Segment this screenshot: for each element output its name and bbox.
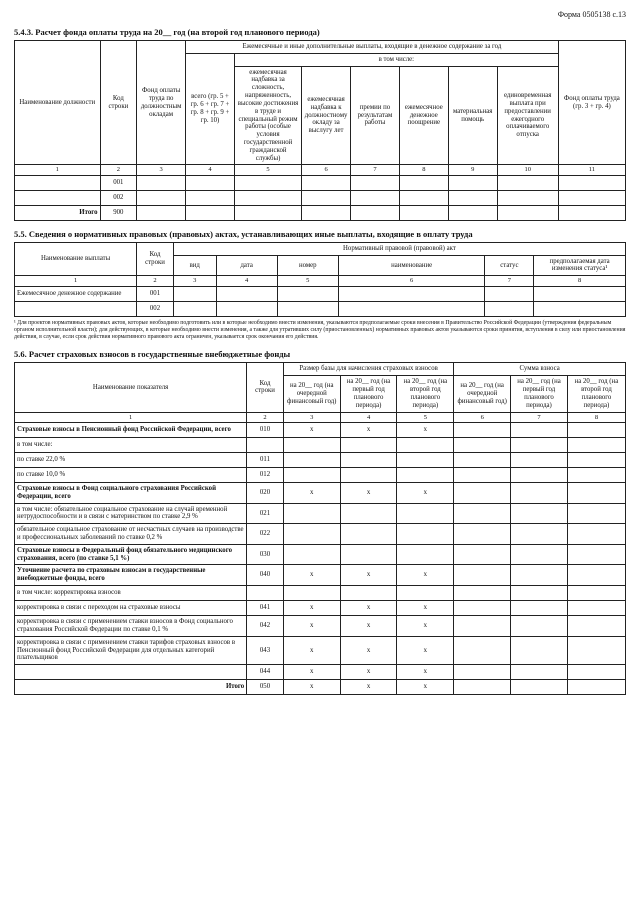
table-row [15, 503, 626, 524]
table-row [15, 665, 626, 680]
sum-cell[interactable] [454, 482, 511, 503]
table-row [15, 524, 626, 545]
col-number: 3 [173, 276, 216, 286]
x-mark: x [283, 616, 340, 637]
table-row [15, 190, 626, 205]
col-extra-payments-group: Ежемесячные и иные дополнительные выплаты, входящие в денежное содержание за год [186, 41, 559, 54]
x-mark: x [340, 482, 397, 503]
cell-indicator-name: в том числе: обязательное социальное страхование на случай временной нетрудоспособности и в связи с материнством по ставке 2,9 % [15, 503, 247, 524]
x-mark: x [397, 665, 454, 680]
col-sum-group: Сумма взноса [454, 363, 626, 376]
table-row [15, 175, 626, 190]
sum-cell[interactable] [511, 437, 568, 452]
sum-cell[interactable] [511, 482, 568, 503]
col-kind: вид [173, 255, 216, 276]
x-mark: x [397, 601, 454, 616]
x-mark: x [397, 616, 454, 637]
cell-indicator-name: Страховые взносы в Федеральный фонд обязательного медицинского страхования, всего (по ставке 5,1 %) [15, 544, 247, 565]
col-number: 1 [15, 165, 101, 175]
table-row [15, 482, 626, 503]
col-base-group: Размер базы для начисления страховых взносов [283, 363, 453, 376]
cell-code: 030 [247, 544, 284, 565]
cell-code: 011 [247, 452, 284, 467]
table-row [15, 467, 626, 482]
col-payroll-fund: Фонд оплаты труда (гр. 3 + гр. 4) [558, 41, 625, 165]
cell-code: 043 [247, 636, 284, 664]
col-number: 10 [497, 165, 558, 175]
col-number: 6 [302, 165, 351, 175]
col-number: 7 [511, 412, 568, 422]
col-number: 1 [15, 276, 137, 286]
sum-cell[interactable] [567, 586, 625, 601]
insurance-contributions-table [14, 362, 626, 695]
sum-cell[interactable] [454, 665, 511, 680]
base-cell[interactable] [397, 503, 454, 524]
x-mark: x [283, 665, 340, 680]
itogo-row [15, 680, 626, 695]
col-seniority-bonus: ежемесячная надбавка к должностному окладу за выслугу лет [302, 66, 351, 165]
sum-cell[interactable] [511, 503, 568, 524]
x-mark: x [340, 565, 397, 586]
table-row [15, 616, 626, 637]
form-code: Форма 0505138 с.13 [557, 10, 626, 19]
cell-code: 002 [137, 301, 174, 316]
sum-cell[interactable] [567, 482, 625, 503]
col-base-y2: на 20__ год (на первый год планового периода) [340, 376, 397, 412]
x-mark: x [283, 636, 340, 664]
base-cell[interactable] [340, 467, 397, 482]
col-number: 8 [534, 276, 626, 286]
itogo-row [15, 205, 626, 220]
base-cell[interactable] [340, 544, 397, 565]
x-mark: x [340, 636, 397, 664]
table-row [15, 452, 626, 467]
table-row [15, 565, 626, 586]
col-number: 4 [340, 412, 397, 422]
x-mark: x [340, 616, 397, 637]
col-material-aid: материальная помощь [448, 66, 497, 165]
x-mark: x [397, 565, 454, 586]
base-cell[interactable] [283, 467, 340, 482]
sum-cell[interactable] [567, 452, 625, 467]
col-number: 1 [15, 412, 247, 422]
base-cell[interactable] [283, 437, 340, 452]
col-number: 2 [137, 276, 174, 286]
section-56-title: 5.6. Расчет страховых взносов в государственные внебюджетные фонды [14, 349, 291, 360]
col-row-code: Код строки [247, 363, 284, 412]
x-mark: x [397, 482, 454, 503]
col-row-code: Код строки [100, 41, 137, 165]
table-row [15, 286, 626, 301]
base-cell[interactable] [397, 437, 454, 452]
col-number: 8 [567, 412, 625, 422]
col-extra-total: всего (гр. 5 + гр. 6 + гр. 7 + гр. 8 + гр. 9 + гр. 10) [186, 53, 235, 165]
col-legal-act-group: Нормативный правовой (правовой) акт [173, 242, 625, 255]
sum-cell[interactable] [454, 467, 511, 482]
base-cell[interactable] [283, 586, 340, 601]
sum-cell[interactable] [511, 565, 568, 586]
col-number: номер [277, 255, 338, 276]
col-number: 5 [397, 412, 454, 422]
cell-indicator-name: по ставке 10,0 % [15, 467, 247, 482]
x-mark: x [340, 665, 397, 680]
sum-cell[interactable] [454, 601, 511, 616]
cell-code: 044 [247, 665, 284, 680]
sum-cell[interactable] [511, 422, 568, 437]
x-mark: x [283, 422, 340, 437]
sum-cell[interactable] [454, 524, 511, 545]
col-number: 7 [351, 165, 400, 175]
sum-cell[interactable] [454, 452, 511, 467]
col-naming: наименование [338, 255, 485, 276]
sum-cell[interactable] [454, 503, 511, 524]
col-performance-bonus: премии по результатам работы [351, 66, 400, 165]
sum-cell[interactable] [567, 524, 625, 545]
sum-cell[interactable] [511, 524, 568, 545]
sum-cell[interactable] [511, 467, 568, 482]
cell-code: 021 [247, 503, 284, 524]
sum-cell[interactable] [567, 665, 625, 680]
itogo-label: Итого [15, 205, 101, 220]
table-row [15, 636, 626, 664]
sum-cell[interactable] [454, 422, 511, 437]
legal-acts-table [14, 242, 626, 317]
sum-cell[interactable] [567, 503, 625, 524]
sum-cell[interactable] [511, 665, 568, 680]
base-cell[interactable] [340, 452, 397, 467]
cell-indicator-name: в том числе: корректировка взносов [15, 586, 247, 601]
cell-payment-name[interactable] [15, 301, 137, 316]
base-cell[interactable] [283, 503, 340, 524]
x-mark: x [340, 601, 397, 616]
sum-cell[interactable] [511, 544, 568, 565]
col-row-code: Код строки [137, 242, 174, 275]
cell-code: 042 [247, 616, 284, 637]
base-cell[interactable] [283, 544, 340, 565]
sum-cell[interactable] [454, 586, 511, 601]
col-number: 2 [247, 412, 284, 422]
footnote: ¹ Для проектов нормативных правовых актов, которые необходимо подготовить или в которые необходимо внести изменения, указываются предполагаемые сроки внесения в Правительство Российской Федерации (утверждения федеральным органом исполнительной власти); для действующих, в которые необходимо внести изменения, а также для утративших силу (приостановленных) нормативных правовых актов указываются сроки принятия, вступления в силу или приостановления действия, в случае, если срок действия нормативного правового акта ограничен, указывается срок окончания его действия. [14, 319, 626, 341]
sum-cell[interactable] [567, 422, 625, 437]
table-row [15, 601, 626, 616]
col-date: дата [216, 255, 277, 276]
col-vacation-payment: единовременная выплата при предоставлении ежегодного оплачиваемого отпуска [497, 66, 558, 165]
x-mark: x [340, 422, 397, 437]
base-cell[interactable] [283, 452, 340, 467]
cell-indicator-name [15, 665, 247, 680]
col-base-y1: на 20__ год (на очередной финансовый год) [283, 376, 340, 412]
cell-indicator-name: корректировка в связи с переходом на страховые взносы [15, 601, 247, 616]
x-mark: x [397, 636, 454, 664]
table-row [15, 437, 626, 452]
col-number: 9 [448, 165, 497, 175]
sum-cell[interactable] [511, 616, 568, 637]
x-mark: x [397, 422, 454, 437]
sum-cell[interactable] [567, 437, 625, 452]
cell-code: 001 [137, 286, 174, 301]
sum-cell[interactable] [511, 636, 568, 664]
insurance-rows [15, 422, 626, 679]
col-sum-y2: на 20__ год (на первый год планового периода) [511, 376, 568, 412]
col-number: 7 [485, 276, 534, 286]
cell-code: 020 [247, 482, 284, 503]
base-cell[interactable] [397, 544, 454, 565]
salary-fund-table [14, 40, 626, 221]
x-mark: x [283, 601, 340, 616]
base-cell[interactable] [340, 437, 397, 452]
column-number-row [15, 165, 626, 175]
col-number: 11 [558, 165, 625, 175]
col-position-name: Наименование должности [15, 41, 101, 165]
base-cell[interactable] [397, 586, 454, 601]
cell-code: 001 [100, 175, 137, 190]
itogo-code: 900 [100, 205, 137, 220]
cell-indicator-name: в том числе: [15, 437, 247, 452]
col-indicator-name: Наименование показателя [15, 363, 247, 412]
x-mark: x [283, 482, 340, 503]
sum-cell[interactable] [567, 467, 625, 482]
x-mark: x [283, 680, 340, 695]
col-difficulty-bonus: ежемесячная надбавка за сложность, напряженность, высокие достижения в труде и специальный режим работы (особые условия государственной гражданской службы) [234, 66, 301, 165]
cell-code [247, 586, 284, 601]
cell-code [247, 437, 284, 452]
base-cell[interactable] [397, 467, 454, 482]
col-number: 8 [399, 165, 448, 175]
col-base-y3: на 20__ год (на второй год планового периода) [397, 376, 454, 412]
cell-indicator-name: по ставке 22,0 % [15, 452, 247, 467]
sum-cell[interactable] [567, 601, 625, 616]
sum-cell[interactable] [454, 616, 511, 637]
cell-payment-name: Ежемесячное денежное содержание [15, 286, 137, 301]
col-incl: в том числе: [234, 53, 558, 66]
section-55-title: 5.5. Сведения о нормативных правовых (правовых) актах, устанавливающих иные выплаты, входящие в оплату труда [14, 228, 473, 239]
sum-cell[interactable] [567, 544, 625, 565]
sum-cell[interactable] [567, 636, 625, 664]
col-number: 6 [454, 412, 511, 422]
sum-cell[interactable] [454, 544, 511, 565]
itogo-label: Итого [15, 680, 247, 695]
col-monthly-incentive: ежемесячное денежное поощрение [399, 66, 448, 165]
base-cell[interactable] [397, 452, 454, 467]
col-number: 5 [234, 165, 301, 175]
cell-indicator-name: Страховые взносы в Фонд социального страхования Российской Федерации, всего [15, 482, 247, 503]
x-mark: x [340, 680, 397, 695]
table-row [15, 586, 626, 601]
x-mark: x [283, 565, 340, 586]
sum-cell[interactable] [511, 586, 568, 601]
base-cell[interactable] [340, 586, 397, 601]
column-number-row [15, 276, 626, 286]
sum-cell[interactable] [454, 437, 511, 452]
col-number: 3 [283, 412, 340, 422]
table-row [15, 422, 626, 437]
col-number: 4 [216, 276, 277, 286]
section-543-title: 5.4.3. Расчет фонда оплаты труда на 20__ год (на второй год планового периода) [14, 27, 320, 37]
sum-cell[interactable] [567, 616, 625, 637]
cell-code: 012 [247, 467, 284, 482]
cell-code: 041 [247, 601, 284, 616]
col-number: 3 [137, 165, 186, 175]
col-sum-y3: на 20__ год (на второй год планового периода) [567, 376, 625, 412]
cell-code: 022 [247, 524, 284, 545]
cell-indicator-name: Страховые взносы в Пенсионный фонд Российской Федерации, всего [15, 422, 247, 437]
cell-indicator-name: корректировка в связи с применением ставки взносов в Фонд социального страхования Российской Федерации по ставке 0,1 % [15, 616, 247, 637]
table-row [15, 301, 626, 316]
cell-code: 010 [247, 422, 284, 437]
cell-indicator-name: Уточнение расчета по страховым взносам в государственные внебюджетные фонды, всего [15, 565, 247, 586]
col-number: 2 [100, 165, 137, 175]
col-payment-name: Наименование выплаты [15, 242, 137, 275]
cell-code: 040 [247, 565, 284, 586]
cell-indicator-name: корректировка в связи с применением ставки тарифов страховых взносов в Пенсионный фонд Российской Федерации для отдельных категорий плательщиков [15, 636, 247, 664]
col-sum-y1: на 20__ год (на очередной финансовый год) [454, 376, 511, 412]
col-number: 6 [338, 276, 485, 286]
col-status: статус [485, 255, 534, 276]
cell-name[interactable] [15, 175, 101, 190]
base-cell[interactable] [340, 503, 397, 524]
base-cell[interactable] [340, 524, 397, 545]
cell-indicator-name: обязательное социальное страхование от несчастных случаев на производстве и профессиональных заболеваний по ставке 0,2 % [15, 524, 247, 545]
column-number-row [15, 412, 626, 422]
sum-cell[interactable] [454, 565, 511, 586]
sum-cell[interactable] [511, 452, 568, 467]
sum-cell[interactable] [567, 565, 625, 586]
col-number: 5 [277, 276, 338, 286]
sum-cell[interactable] [454, 636, 511, 664]
base-cell[interactable] [397, 524, 454, 545]
base-cell[interactable] [283, 524, 340, 545]
col-salary-fund: Фонд оплаты труда по должностным окладам [137, 41, 186, 165]
x-mark: x [397, 680, 454, 695]
sum-cell[interactable] [511, 601, 568, 616]
cell-name[interactable] [15, 190, 101, 205]
col-number: 4 [186, 165, 235, 175]
cell-code: 002 [100, 190, 137, 205]
itogo-code: 050 [247, 680, 284, 695]
col-status-date: предполагаемая дата изменения статуса¹ [534, 255, 626, 276]
table-row [15, 544, 626, 565]
